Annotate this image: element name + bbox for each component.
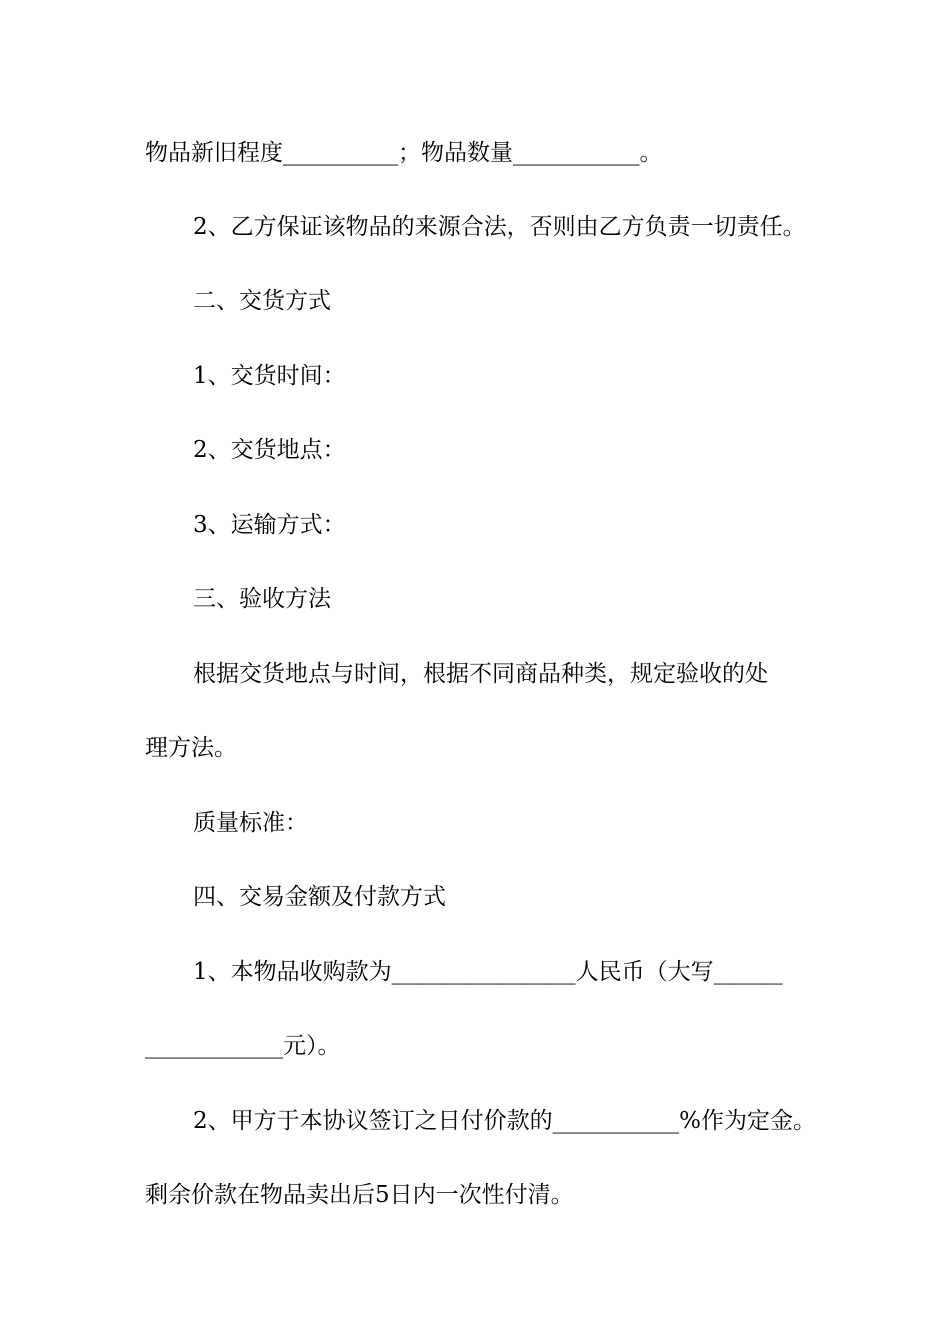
deposit-clause-line-1: 2、甲方于本协议签订之日付价款的___________%作为定金。	[193, 1108, 816, 1134]
delivery-time-line: 1、交货时间：	[193, 363, 346, 389]
purchase-amount-line-1: 1、本物品收购款为________________人民币（大写______	[193, 959, 783, 985]
purchase-amount-line-2: ____________元）。	[145, 1033, 341, 1059]
section-heading-delivery: 二、交货方式	[193, 288, 331, 314]
inspection-paragraph-line-1: 根据交货地点与时间，根据不同商品种类，规定验收的处	[193, 661, 768, 687]
quality-standard-line: 质量标准：	[193, 810, 308, 836]
deposit-clause-line-2: 剩余价款在物品卖出后5日内一次性付清。	[145, 1182, 574, 1208]
section-heading-inspection: 三、验收方法	[193, 586, 331, 612]
section-heading-payment: 四、交易金额及付款方式	[193, 884, 446, 910]
inspection-paragraph-line-2: 理方法。	[145, 735, 237, 761]
condition-quantity-line: 物品新旧程度__________；物品数量___________。	[145, 140, 663, 166]
legal-source-clause: 2、乙方保证该物品的来源合法，否则由乙方负责一切责任。	[193, 214, 806, 240]
delivery-place-line: 2、交货地点：	[193, 437, 346, 463]
transport-method-line: 3、运输方式：	[193, 512, 346, 538]
